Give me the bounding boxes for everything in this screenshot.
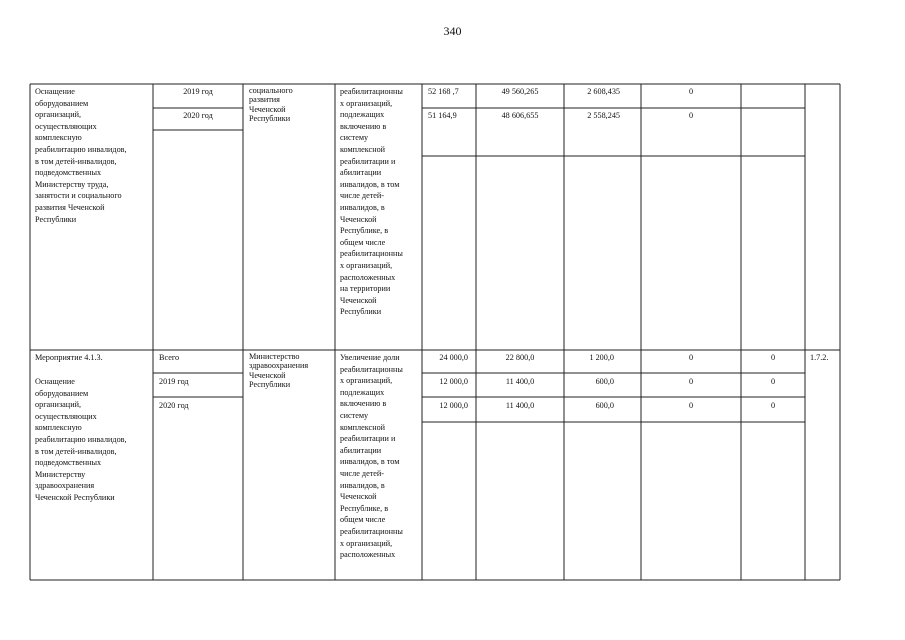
total-value: 51 164,9 xyxy=(428,111,457,120)
indicator-cell: реабилитационны х организаций, подлежащих включению в систему комплексной реабилитации и абилитации инвалидов, в том числе детей- инвалидов, в Чеченской Республике, в общем числе реабилитационны х организаций, расположенных на территории Чеченской Республики xyxy=(340,87,403,317)
year-cell: 2019 год xyxy=(159,377,189,386)
year-cell: 2020 год xyxy=(183,111,213,120)
total-value: 24 000,0 xyxy=(439,353,468,362)
indicator-cell: Увеличение доли реабилитационны х организаций, подлежащих включению в систему комплексной реабилитации и абилитации инвалидов, в том числе детей- инвалидов, в Чеченской Республике, в общем числе реабилитационны х организаций, расположенных xyxy=(340,353,403,560)
regional-value: 1 200,0 xyxy=(589,353,614,362)
target-indicator-code: 1.7.2. xyxy=(810,353,829,362)
page-number: 340 xyxy=(443,24,462,38)
regional-value: 2 558,245 xyxy=(587,111,620,120)
federal-value: 11 400,0 xyxy=(505,377,535,386)
regional-value: 600,0 xyxy=(595,401,614,410)
activity-description: Оснащение оборудованием организаций, осуществляющих комплексную реабилитацию инвалидов, в том детей-инвалидов, подведомственных Министерству труда, занятости и социального развития Чеченской Республики xyxy=(35,87,127,224)
year-cell: 2019 год xyxy=(183,87,213,96)
federal-value: 22 800,0 xyxy=(505,353,535,362)
federal-value: 49 560,265 xyxy=(501,87,539,96)
total-value: 12 000,0 xyxy=(439,401,468,410)
activity-title: Мероприятие 4.1.3. xyxy=(35,353,103,362)
regional-value: 600,0 xyxy=(595,377,614,386)
year-cell: Всего xyxy=(159,353,180,362)
local-value: 0 xyxy=(688,401,694,410)
local-value: 0 xyxy=(688,87,694,96)
year-cell: 2020 год xyxy=(159,401,189,410)
total-value: 12 000,0 xyxy=(439,377,468,386)
executor-cell: социального развития Чеченской Республики xyxy=(249,86,293,124)
other-value: 0 xyxy=(770,401,776,410)
executor-cell: Министерство здравоохранения Чеченской Республики xyxy=(249,352,309,390)
other-value: 0 xyxy=(770,377,776,386)
local-value: 0 xyxy=(688,353,694,362)
local-value: 0 xyxy=(688,111,694,120)
local-value: 0 xyxy=(688,377,694,386)
federal-value: 48 606,655 xyxy=(501,111,539,120)
total-value: 52 168 ,7 xyxy=(428,87,459,96)
activity-description: Оснащение оборудованием организаций, осуществляющих комплексную реабилитацию инвалидов, в том детей-инвалидов, подведомственных Министерству здравоохранения Чеченской Республики xyxy=(35,377,127,502)
federal-value: 11 400,0 xyxy=(505,401,535,410)
other-value: 0 xyxy=(770,353,776,362)
regional-value: 2 608,435 xyxy=(587,87,620,96)
